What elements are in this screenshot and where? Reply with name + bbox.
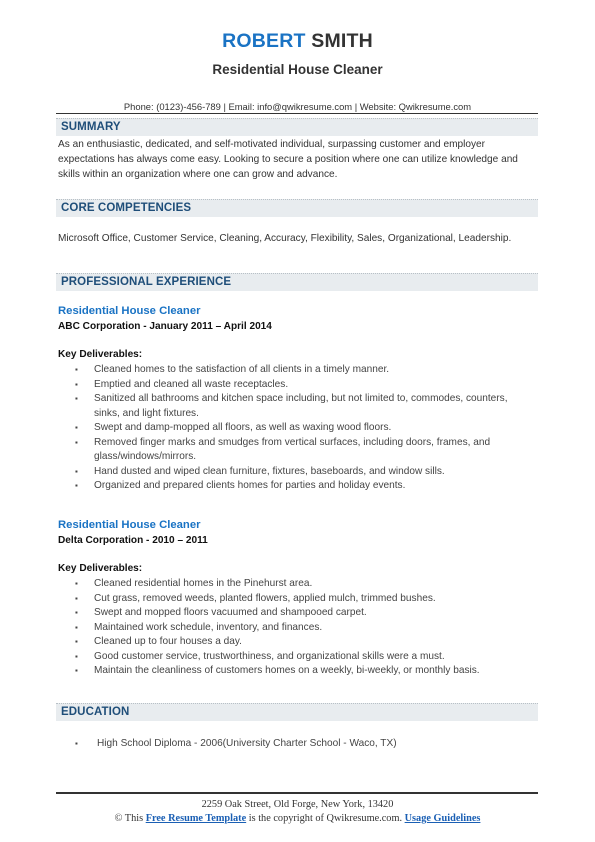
company-line-1: ABC Corporation - January 2011 – April 2014 bbox=[58, 321, 272, 332]
list-item: ▪ Maintain the cleanliness of customers homes on a weekly, bi-weekly, or monthly basis. bbox=[58, 664, 530, 679]
key-deliverables-label-1: Key Deliverables: bbox=[58, 349, 143, 360]
list-item: ▪ Swept and damp-mopped all floors, as well as waxing wood floors. bbox=[58, 421, 530, 436]
company-line-2: Delta Corporation - 2010 – 2011 bbox=[58, 535, 208, 546]
copyright-prefix: © This bbox=[114, 813, 144, 824]
footer-address: 2259 Oak Street, Old Forge, New York, 13420 bbox=[201, 799, 394, 810]
candidate-name bbox=[0, 30, 595, 53]
bullet-icon: ▪ bbox=[75, 739, 78, 748]
list-item: ▪ Swept and mopped floors vacuumed and shampooed carpet. bbox=[58, 606, 530, 621]
list-item: ▪ Cleaned up to four houses a day. bbox=[58, 635, 530, 650]
summary-section-header bbox=[56, 118, 538, 136]
competencies-text: Microsoft Office, Customer Service, Cleaning, Accuracy, Flexibility, Sales, Organizational, Leadership. bbox=[58, 233, 512, 244]
summary-text: As an enthusiastic, dedicated, and self-motivated individual, surpassing customer and employer expectations has always come easy. Looking to secure a position where one can utilize knowledge and skills within an organization where one can grow and advance. bbox=[58, 139, 518, 180]
list-item: ▪ Emptied and cleaned all waste receptacles. bbox=[58, 378, 530, 393]
list-item: ▪ Cut grass, removed weeds, planted flowers, applied mulch, trimmed bushes. bbox=[58, 592, 530, 607]
usage-guidelines-link[interactable]: Usage Guidelines bbox=[404, 813, 481, 824]
contact-divider bbox=[56, 113, 538, 114]
contact-line: Phone: (0123)-456-789 | Email: info@qwikresume.com | Website: Qwikresume.com bbox=[123, 101, 472, 112]
list-item: ▪ Sanitized all bathrooms and kitchen space including, but not limited to, commodes, counters, sinks, and light fixtures. bbox=[58, 392, 530, 421]
footer-copyright bbox=[0, 813, 595, 824]
competencies-heading: CORE COMPETENCIES bbox=[61, 202, 192, 214]
competencies-section-header bbox=[56, 199, 538, 217]
list-item: ▪ Hand dusted and wiped clean furniture, fixtures, baseboards, and window sills. bbox=[58, 465, 530, 480]
first-name: ROBERT bbox=[222, 30, 306, 52]
job-title-2: Residential House Cleaner bbox=[58, 519, 201, 531]
list-item: ▪ Cleaned homes to the satisfaction of all clients in a timely manner. bbox=[58, 363, 530, 378]
list-item: ▪ Cleaned residential homes in the Pinehurst area. bbox=[58, 577, 530, 592]
education-section-header bbox=[56, 703, 538, 721]
key-deliverables-label-2: Key Deliverables: bbox=[58, 563, 143, 574]
last-name: SMITH bbox=[311, 30, 373, 52]
job-title-1: Residential House Cleaner bbox=[58, 305, 201, 317]
free-resume-template-link[interactable]: Free Resume Template bbox=[145, 813, 247, 824]
job-title: Residential House Cleaner bbox=[212, 62, 383, 77]
education-heading: EDUCATION bbox=[61, 706, 130, 718]
deliverables-list-1 bbox=[58, 363, 530, 494]
list-item: ▪ Organized and prepared clients homes for parties and holiday events. bbox=[58, 479, 530, 494]
experience-heading: PROFESSIONAL EXPERIENCE bbox=[61, 276, 232, 288]
list-item: ▪ Good customer service, trustworthiness, and organizational skills were a must. bbox=[58, 650, 530, 665]
education-text: High School Diploma - 2006(University Charter School - Waco, TX) bbox=[97, 738, 397, 749]
experience-section-header bbox=[56, 273, 538, 291]
footer-divider bbox=[56, 792, 538, 794]
list-item: ▪ Maintained work schedule, inventory, and finances. bbox=[58, 621, 530, 636]
copyright-middle: is the copyright of Qwikresume.com. bbox=[248, 813, 403, 824]
summary-heading: SUMMARY bbox=[61, 121, 121, 133]
deliverables-list-2 bbox=[58, 577, 530, 679]
list-item: ▪ Removed finger marks and smudges from vertical surfaces, including doors, frames, and glass/windows/mirrors. bbox=[58, 436, 530, 465]
